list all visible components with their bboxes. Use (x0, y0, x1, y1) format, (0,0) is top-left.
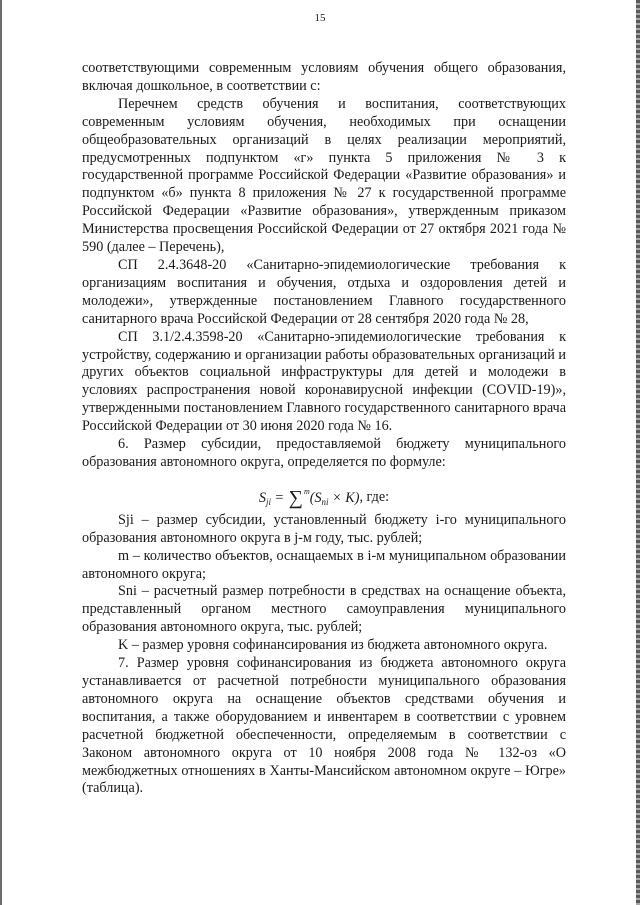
definition-k: K – размер уровня софинансирования из бюджета автономного округа. (118, 637, 548, 654)
formula-times: × (328, 489, 346, 506)
subsidy-formula (82, 477, 566, 507)
paragraph-perechen: Перечнем средств обучения и воспитания, соответствующих современным условиям обучения, необходимых при оснащении общеобразовательных организаций в целях реализации мероприятий, предусмотренных подпунктом «г» пункта 5 приложения № 3 к государственной программе Российской Федерации «Развитие образования» и подпунктом «б» пункта 8 приложения № 27 к государственной программе Российской Федерации «Развитие образования», утвержденным приказом Министерства просвещения Российской Федерации от 27 октября 2021 года № 590 (далее – Перечень), (82, 95, 566, 256)
formula-open-paren: ( (309, 489, 315, 506)
formula-equals: = (271, 489, 288, 506)
page-number: 15 (314, 12, 326, 24)
paragraph-item-7: 7. Размер уровня софинансирования из бюджета автономного округа устанавливается от расчетной потребности муниципального образования автономного округа на оснащение объектов средствами обучения и воспитания, а также оборудованием и инвентарем в соответствии с уровнем расчетной бюджетной обеспеченности, определяемым в соответствии с Законом автономного округа от 10 ноября 2008 года № 132-оз «О межбюджетных отношениях в Ханты-Мансийском автономном округе – Югре» (таблица). (82, 655, 566, 797)
definition-m: m – количество объектов, оснащаемых в i-м муниципальном образовании автономного округа; (82, 547, 566, 582)
paragraph-sp-3598: СП 3.1/2.4.3598-20 «Санитарно-эпидемиологические требования к устройству, содержанию и организации работы образовательных организаций и других объектов социальной инфраструктуры для детей и молодежи в условиях распространения новой коронавирусной инфекции (COVID-19)», утвержденными постановлением Главного государственного санитарного врача Российской Федерации от 30 июня 2020 года № 16. (82, 328, 566, 435)
formula-term-subscript: ni (321, 496, 329, 507)
formula-term-symbol: S (314, 489, 322, 506)
summation-sign: ∑ (288, 486, 303, 509)
formula-expression (259, 477, 360, 517)
definition-sni: Sni – расчетный размер потребности в средствах на оснащение объекта, представленный органом местного самоуправления муниципального образования автономного округа, тыс. рублей; (82, 583, 566, 636)
formula-lhs-symbol: S (258, 489, 266, 506)
definition-sji: Sji – размер субсидии, установленный бюджету i-го муниципального образования автономного округа в j-м году, тыс. рублей; (82, 511, 566, 546)
formula-tail: , где: (359, 488, 390, 505)
paragraph-item-6: 6. Размер субсидии, предоставляемой бюджету муниципального образования автономного округа, определяется по формуле: (82, 436, 566, 470)
formula-factor: K (345, 489, 355, 506)
summation-upper-limit: m (303, 486, 310, 496)
formula-close-paren: ) (354, 489, 360, 506)
paragraph-sp-3648: СП 2.4.3648-20 «Санитарно-эпидемиологические требования к организациям воспитания и обучения, отдыха и оздоровления детей и молодежи», утвержденные постановлением Главного государственного санитарного врача Российской Федерации от 28 сентября 2020 года № 28, (82, 256, 566, 327)
scan-edge-right (636, 0, 640, 905)
document-body (82, 60, 566, 798)
paragraph-intro-continuation: соответствующими современным условиям обучения общего образования, включая дошкольное, в соответствии с: (82, 60, 566, 94)
scan-edge-left (0, 0, 2, 905)
formula-lhs-subscript: ji (265, 496, 271, 507)
